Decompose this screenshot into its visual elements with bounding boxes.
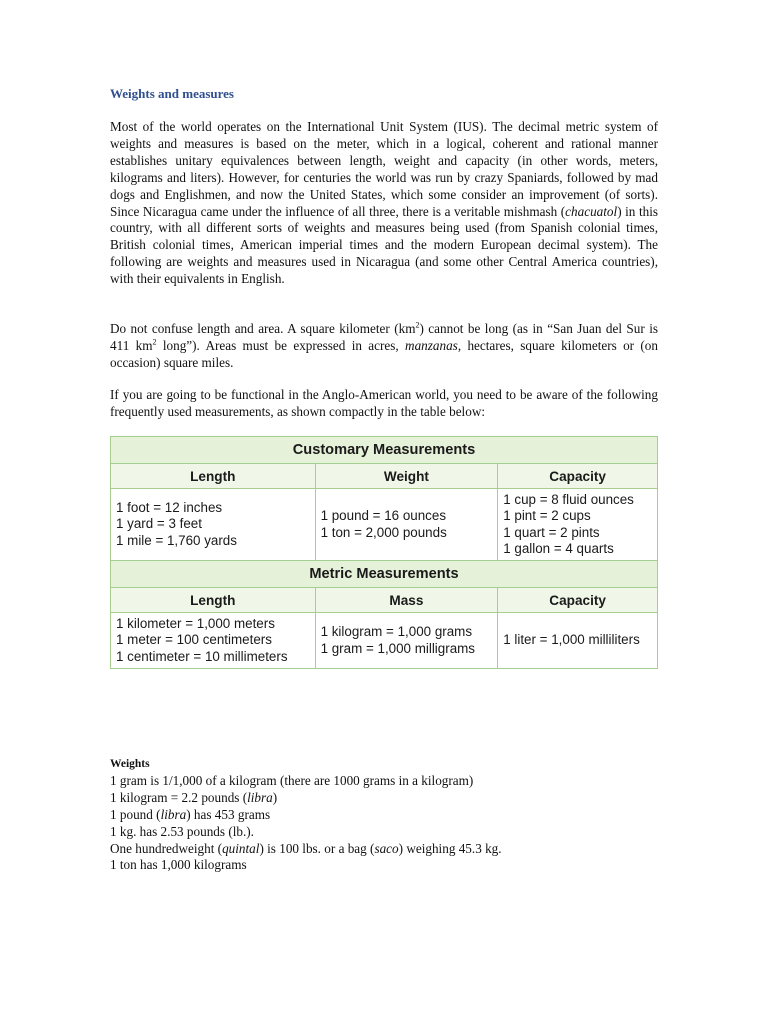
table-line: 1 centimeter = 10 millimeters	[116, 648, 288, 664]
intro-italic-term: chacuatol	[565, 203, 618, 219]
metric-header-capacity: Capacity	[498, 588, 658, 613]
weights-italic-term: saco	[374, 840, 399, 856]
weights-line: 1 gram is 1/1,000 of a kilogram (there are 1000 grams in a kilogram)	[110, 772, 474, 788]
weights-italic-term: libra	[247, 789, 273, 805]
area-paragraph	[110, 321, 658, 372]
metric-title-row	[111, 561, 658, 588]
metric-header-mass: Mass	[315, 588, 498, 613]
weights-section	[110, 756, 502, 874]
table-line: 1 mile = 1,760 yards	[116, 532, 237, 548]
metric-header-length: Length	[111, 588, 316, 613]
weights-line: 1 kg. has 2.53 pounds (lb.).	[110, 823, 254, 839]
table-line: 1 quart = 2 pints	[503, 524, 600, 540]
weights-line	[110, 807, 502, 824]
customary-length-cell	[111, 489, 316, 561]
weights-italic-term: quintal	[222, 840, 260, 856]
weights-line	[110, 790, 502, 807]
customary-capacity-cell	[498, 489, 658, 561]
customary-header-row	[111, 464, 658, 489]
measurements-table	[110, 436, 658, 669]
customary-header-length: Length	[111, 464, 316, 489]
area-text-e: , hectares, square kilometers or (on occasion) square miles.	[110, 337, 658, 370]
table-line: 1 ton = 2,000 pounds	[320, 524, 447, 540]
customary-title: Customary Measurements	[111, 437, 658, 464]
table-line: 1 pound = 16 ounces	[320, 508, 447, 524]
metric-title: Metric Measurements	[111, 561, 658, 588]
table-line: 1 liter = 1,000 milliliters	[503, 632, 640, 648]
customary-header-capacity: Capacity	[498, 464, 658, 489]
metric-length-cell	[111, 613, 316, 669]
customary-data-row	[111, 489, 658, 561]
table-line: 1 kilogram = 1,000 grams	[320, 624, 473, 640]
area-text-a: Do not confuse length and area. A square kilometer (km	[110, 321, 416, 336]
table-line: 1 gram = 1,000 milligrams	[320, 640, 475, 656]
weights-text: ) is 100 lbs. or a bag (	[259, 840, 375, 856]
intro-text-a: Most of the world operates on the International Unit System (IUS). The decimal metric system of weights and measures is based on the meter, which in a logical, coherent and rational manner establishes unitary equivalences between length, weight and capacity (in other words, meters, kilograms and liters). However, for centuries the world was run by crazy Spaniards, followed by mad dogs and Englishmen, and now the United States, which some consider an improvement (of sorts). Since Nicaragua came under the influence of all three, there is a veritable mishmash (	[110, 119, 658, 219]
metric-data-row	[111, 613, 658, 669]
area-superscript-1: 2	[415, 320, 420, 330]
weights-text: ) weighing 45.3 kg.	[398, 840, 502, 856]
customary-header-weight: Weight	[315, 464, 498, 489]
table-line: 1 meter = 100 centimeters	[116, 632, 272, 648]
area-text-c: long”). Areas must be expressed in acres,	[156, 337, 406, 353]
weights-line: 1 ton has 1,000 kilograms	[110, 857, 247, 873]
table-line: 1 gallon = 4 quarts	[503, 540, 614, 556]
section-heading: Weights and measures	[110, 86, 234, 101]
metric-capacity-cell	[498, 613, 658, 669]
area-italic-term: manzanas	[405, 337, 458, 353]
weights-text: ) has 453 grams	[186, 806, 271, 822]
customary-weight-cell	[315, 489, 498, 561]
weights-title: Weights	[110, 758, 150, 770]
weights-text: )	[272, 789, 278, 805]
area-text-b: ) cannot be long (as in “San Juan del Sur is 411 km	[110, 321, 658, 353]
table-line: 1 cup = 8 fluid ounces	[503, 491, 634, 507]
weights-text: 1 pound (	[110, 806, 161, 822]
weights-line	[110, 841, 502, 858]
metric-mass-cell	[315, 613, 498, 669]
table-line: 1 foot = 12 inches	[116, 500, 223, 516]
weights-text: One hundredweight (	[110, 840, 223, 856]
anglo-paragraph: If you are going to be functional in the Anglo-American world, you need to be aware of the following frequently used measurements, as shown compactly in the table below:	[110, 387, 658, 419]
area-superscript-2: 2	[152, 337, 157, 347]
table-line: 1 pint = 2 cups	[503, 508, 591, 524]
customary-title-row	[111, 437, 658, 464]
intro-paragraph	[110, 119, 658, 288]
weights-italic-term: libra	[160, 806, 187, 822]
intro-text-c: ) in this country, with all different sorts of weights and measures being used (from Spanish colonial times, British colonial times, American imperial times and the modern European decimal system). The following are weights and measures used in Nicaragua (and some other Central America countries), with their equivalents in English.	[110, 203, 659, 287]
table-line: 1 yard = 3 feet	[116, 516, 202, 532]
table-line: 1 kilometer = 1,000 meters	[116, 616, 275, 632]
weights-text: 1 kilogram = 2.2 pounds (	[110, 789, 248, 805]
metric-header-row	[111, 588, 658, 613]
